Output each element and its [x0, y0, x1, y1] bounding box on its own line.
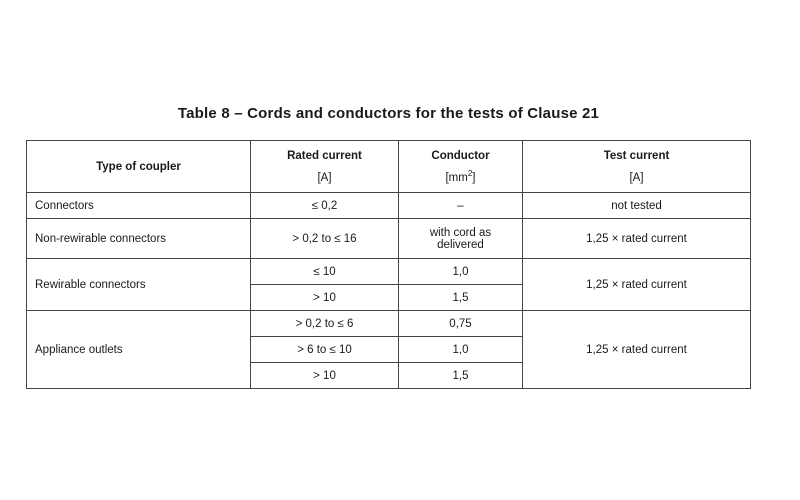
- cell-conductor: 0,75: [399, 311, 523, 337]
- cell-conductor: 1,5: [399, 363, 523, 389]
- cell-test: 1,25 × rated current: [523, 311, 751, 389]
- cell-type: Appliance outlets: [27, 311, 251, 389]
- table-row: [27, 193, 751, 219]
- table-title: Table 8 – Cords and conductors for the tests of Clause 21: [177, 105, 600, 122]
- cell-type: Connectors: [27, 193, 251, 219]
- cell-rated: > 6 to ≤ 10: [251, 337, 399, 363]
- cell-test: not tested: [523, 193, 751, 219]
- cell-type: Non-rewirable connectors: [27, 219, 251, 259]
- cell-test: 1,25 × rated current: [523, 219, 751, 259]
- header-test-current: [523, 141, 751, 193]
- table-row: [27, 311, 751, 337]
- cell-conductor: 1,0: [399, 259, 523, 285]
- table-row: [27, 219, 751, 259]
- cell-conductor: [399, 219, 523, 259]
- header-test-current-unit: [A]: [629, 171, 644, 184]
- header-conductor-label: Conductor: [431, 149, 490, 162]
- table-header-row: [27, 141, 751, 193]
- cell-test: 1,25 × rated current: [523, 259, 751, 311]
- header-type: [27, 141, 251, 193]
- conductor-unit-end: ]: [472, 171, 476, 184]
- cell-rated: > 0,2 to ≤ 6: [251, 311, 399, 337]
- cell-rated: ≤ 0,2: [251, 193, 399, 219]
- header-rated-current-label: Rated current: [287, 149, 362, 162]
- header-rated-current-unit: [A]: [317, 171, 332, 184]
- cell-conductor: 1,5: [399, 285, 523, 311]
- table-row: [27, 259, 751, 285]
- cell-type: Rewirable connectors: [27, 259, 251, 311]
- header-test-current-label: Test current: [603, 149, 670, 162]
- cell-conductor-line1: with cord as: [429, 226, 492, 239]
- cell-rated: > 10: [251, 285, 399, 311]
- cell-rated: > 10: [251, 363, 399, 389]
- conductor-unit-base: [mm: [445, 171, 468, 184]
- header-rated-current: [251, 141, 399, 193]
- cell-conductor: 1,0: [399, 337, 523, 363]
- cell-rated: ≤ 10: [251, 259, 399, 285]
- cell-conductor-line2: delivered: [437, 238, 484, 251]
- header-type-label: Type of coupler: [96, 160, 181, 173]
- conductor-table: [26, 140, 751, 389]
- header-conductor-unit: [407, 168, 514, 184]
- cell-conductor: –: [399, 193, 523, 219]
- cell-rated: > 0,2 to ≤ 16: [251, 219, 399, 259]
- header-conductor: [399, 141, 523, 193]
- conductor-unit-sup: 2: [467, 168, 473, 178]
